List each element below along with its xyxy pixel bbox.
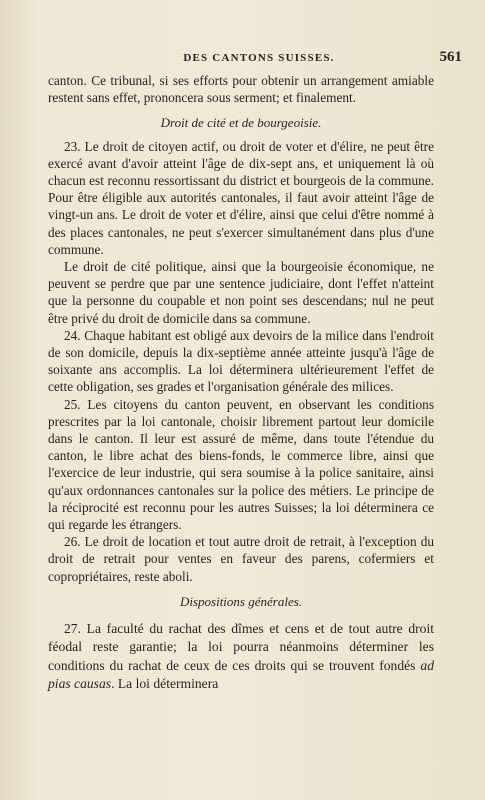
paragraph-27 bbox=[48, 620, 434, 693]
paragraph-27-text-end: . La loi déterminera bbox=[111, 675, 219, 691]
paragraph-23-continued: Le droit de cité politique, ainsi que la bourgeoisie économique, ne peuvent se perdre que par une sentence judiciaire, dont l'effet n'atteint que la personne du coupable et non point ses descendans; nul ne peut être privé du droit de domicile dans sa commune. bbox=[48, 259, 434, 326]
body-text bbox=[48, 72, 434, 693]
running-title: DES CANTONS SUISSES. bbox=[183, 52, 335, 64]
paragraph-27-text: 27. La faculté du rachat des dîmes et cens et de tout autre droit féodal reste garantie; la loi pourra néanmoins déterminer les conditions du rachat de ceux de ces droits qui se trouvent fondés bbox=[48, 621, 434, 673]
paragraph-27-latin-phrase: ad pias causas bbox=[48, 657, 434, 691]
paragraph-23: 23. Le droit de citoyen actif, ou droit de voter et d'élire, ne peut être exercé avant d'avoir atteint l'âge de dix-sept ans, et uniquement là où chacun est reconnu ressortissant du district et bourgeois de la commune. Pour être éligible aux autorités cantonales, il faut avoir atteint l'âge de vingt-un ans. Le droit de voter et d'élire, ainsi que celui d'être nommé à des places cantonales, ne peut s'exercer simultanément dans plus d'une commune. bbox=[48, 138, 434, 257]
paragraph-24: 24. Chaque habitant est obligé aux devoirs de la milice dans l'endroit de son domicile, depuis la dix-septième année atteinte jusqu'à l'âge de soixante ans accomplis. La loi déterminera ultérieurement l'effet de cette obligation, ses grades et l'organisation générale des milices. bbox=[48, 327, 434, 395]
paragraph-continuation: canton. Ce tribunal, si ses efforts pour obtenir un arrangement amiable restent sans effet, prononcera sous serment; et finalement. bbox=[48, 73, 434, 106]
page-number: 561 bbox=[439, 49, 462, 65]
paragraph-26: 26. Le droit de location et tout autre droit de retrait, à l'exception du droit de retrait pour ventes en faveur des parens, cofermiers et copropriétaires, reste aboli. bbox=[48, 534, 434, 584]
paragraph-25: 25. Les citoyens du canton peuvent, en observant les conditions prescrites par la loi cantonale, choisir librement partout leur domicile dans le canton. Il leur est assuré de même, dans toute l'étendue du canton, le libre achat des biens-fonds, le commerce libre, ainsi que l'exercice de leur industrie, qui sera soumise à la police sanitaire, ainsi qu'aux ordonnances cantonales sur la police des métiers. Le principe de la réciprocité est reconnu pour les autres Suisses; la loi déterminera ce qui regarde les étrangers. bbox=[48, 396, 434, 533]
section-title-droit-de-cite: Droit de cité et de bourgeoisie. bbox=[160, 115, 322, 131]
section-title-dispositions-generales: Dispositions générales. bbox=[179, 593, 303, 609]
page-header bbox=[48, 49, 470, 70]
